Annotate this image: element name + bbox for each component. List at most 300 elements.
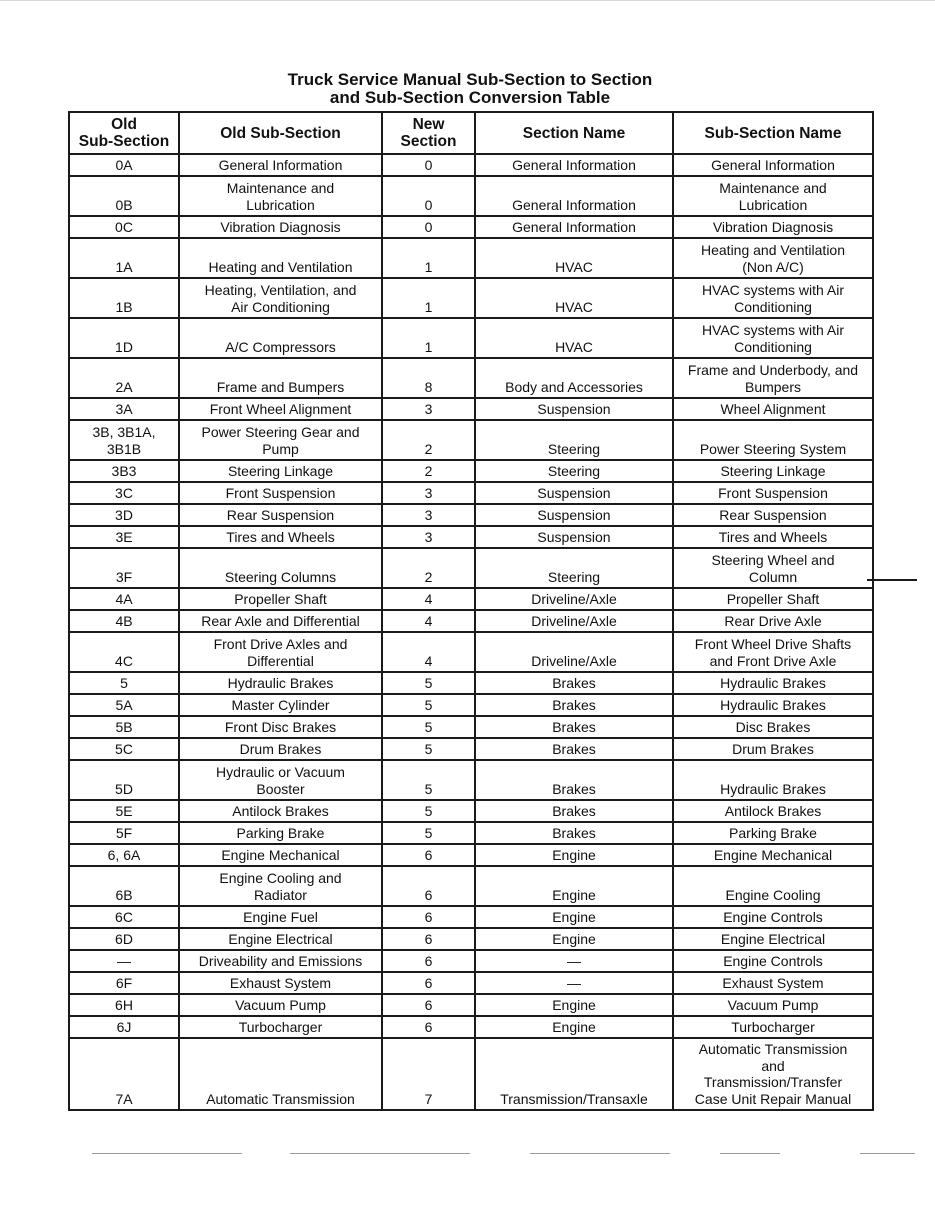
new-section-cell-text: 2 — [424, 462, 433, 479]
old-subsection-cell — [179, 672, 382, 694]
table-row — [69, 1038, 873, 1110]
old-subsection-code-cell-text: 5D — [115, 780, 133, 797]
table-row — [69, 866, 873, 906]
old-subsection-code-cell-text: 3B, 3B1A, 3B1B — [92, 424, 156, 457]
old-subsection-cell-text: Engine Mechanical — [221, 846, 340, 863]
new-section-cell — [382, 154, 475, 176]
subsection-name-cell-text: HVAC systems with Air Conditioning — [701, 322, 845, 355]
old-subsection-cell-text: Vibration Diagnosis — [220, 218, 341, 235]
section-name-cell — [475, 716, 673, 738]
old-subsection-cell-text: Engine Fuel — [243, 908, 318, 925]
old-subsection-cell — [179, 504, 382, 526]
section-name-cell-text: Body and Accessories — [505, 378, 643, 395]
table-row — [69, 154, 873, 176]
table-row — [69, 632, 873, 672]
section-name-cell-text: HVAC — [555, 258, 593, 275]
old-subsection-cell — [179, 950, 382, 972]
section-name-cell — [475, 738, 673, 760]
new-section-cell-text: 6 — [424, 930, 433, 947]
old-subsection-code-cell — [69, 950, 179, 972]
table-row — [69, 738, 873, 760]
subsection-name-cell — [673, 176, 873, 216]
section-name-cell-text: Brakes — [552, 674, 596, 691]
subsection-name-cell — [673, 822, 873, 844]
header-row — [69, 112, 873, 154]
section-name-cell — [475, 398, 673, 420]
section-name-cell-text: HVAC — [555, 338, 593, 355]
old-subsection-cell — [179, 526, 382, 548]
new-section-cell-text: 1 — [424, 258, 433, 275]
subsection-name-cell-text: Hydraulic Brakes — [720, 780, 826, 797]
old-subsection-cell-text: Steering Columns — [224, 568, 337, 585]
new-section-cell-text: 6 — [424, 908, 433, 925]
section-name-cell-text: General Information — [512, 156, 636, 173]
section-name-cell — [475, 672, 673, 694]
section-name-cell — [475, 928, 673, 950]
old-subsection-cell-text: Tires and Wheels — [226, 528, 335, 545]
section-name-cell — [475, 526, 673, 548]
section-name-cell-text: Driveline/Axle — [531, 612, 617, 629]
section-name-cell-text: Engine — [552, 886, 596, 903]
subsection-name-cell-text: Antilock Brakes — [724, 802, 822, 819]
old-subsection-cell — [179, 318, 382, 358]
section-name-cell-text: Brakes — [552, 780, 596, 797]
old-subsection-cell-text: Steering Linkage — [227, 462, 334, 479]
old-subsection-cell-text: Parking Brake — [236, 824, 325, 841]
old-subsection-code-cell-text: 1A — [115, 258, 133, 275]
old-subsection-code-cell — [69, 672, 179, 694]
old-subsection-cell-text: Hydraulic Brakes — [227, 674, 334, 691]
section-name-cell-text: Engine — [552, 996, 596, 1013]
section-name-cell-text: Steering — [547, 568, 601, 585]
old-subsection-cell-text: Driveability and Emissions — [198, 952, 363, 969]
new-section-cell — [382, 738, 475, 760]
old-subsection-code-cell-text: 3D — [115, 506, 133, 523]
section-name-cell — [475, 694, 673, 716]
table-row — [69, 176, 873, 216]
table-row — [69, 588, 873, 610]
table-row — [69, 822, 873, 844]
new-section-cell-text: 6 — [424, 996, 433, 1013]
subsection-name-cell-text: Exhaust System — [722, 974, 824, 991]
subsection-name-cell — [673, 548, 873, 588]
old-subsection-cell — [179, 844, 382, 866]
old-subsection-cell-text: Front Drive Axles and Differential — [213, 636, 348, 669]
old-subsection-cell — [179, 216, 382, 238]
subsection-name-cell — [673, 238, 873, 278]
subsection-name-cell — [673, 672, 873, 694]
old-subsection-cell-text: Rear Axle and Differential — [201, 612, 360, 629]
subsection-name-cell-text: Turbocharger — [731, 1018, 815, 1035]
old-subsection-code-cell — [69, 800, 179, 822]
new-section-cell — [382, 460, 475, 482]
old-subsection-code-cell-text: 0A — [115, 156, 133, 173]
old-subsection-code-cell-text: 6F — [115, 974, 133, 991]
old-subsection-cell-text: Exhaust System — [229, 974, 332, 991]
new-section-cell-text: 3 — [424, 528, 433, 545]
old-subsection-cell — [179, 906, 382, 928]
table-body — [69, 154, 873, 1110]
new-section-cell-text: 0 — [424, 218, 433, 235]
subsection-name-cell — [673, 504, 873, 526]
old-subsection-code-cell — [69, 844, 179, 866]
old-subsection-cell — [179, 482, 382, 504]
subsection-name-cell-text: Wheel Alignment — [720, 400, 826, 417]
margin-change-bar — [867, 579, 917, 581]
section-name-cell-text: Driveline/Axle — [531, 590, 617, 607]
old-subsection-code-cell — [69, 632, 179, 672]
old-subsection-code-cell — [69, 994, 179, 1016]
subsection-name-cell-text: Frame and Underbody, and Bumpers — [687, 362, 859, 395]
table-row — [69, 358, 873, 398]
subsection-name-cell — [673, 398, 873, 420]
old-subsection-code-cell-text: — — [117, 952, 131, 969]
subsection-name-cell-text: Engine Cooling — [725, 886, 821, 903]
header-section-name: Section Name — [475, 112, 673, 154]
table-row — [69, 760, 873, 800]
section-name-cell — [475, 844, 673, 866]
section-name-cell — [475, 866, 673, 906]
old-subsection-code-cell-text: 5F — [115, 824, 133, 841]
section-name-cell-text: Transmission/Transaxle — [500, 1090, 648, 1107]
old-subsection-cell — [179, 972, 382, 994]
old-subsection-code-cell — [69, 460, 179, 482]
table-row — [69, 216, 873, 238]
new-section-cell-text: 6 — [424, 1018, 433, 1035]
old-subsection-cell — [179, 460, 382, 482]
old-subsection-code-cell — [69, 358, 179, 398]
new-section-cell-text: 6 — [424, 846, 433, 863]
new-section-cell-text: 1 — [424, 298, 433, 315]
table-row — [69, 278, 873, 318]
new-section-cell-text: 4 — [424, 590, 433, 607]
old-subsection-code-cell — [69, 972, 179, 994]
subsection-name-cell-text: Heating and Ventilation (Non A/C) — [701, 242, 845, 275]
old-subsection-code-cell — [69, 738, 179, 760]
section-name-cell — [475, 994, 673, 1016]
section-name-cell — [475, 176, 673, 216]
table-row — [69, 398, 873, 420]
old-subsection-code-cell-text: 6D — [115, 930, 133, 947]
new-section-cell — [382, 588, 475, 610]
new-section-cell — [382, 526, 475, 548]
table-row — [69, 928, 873, 950]
table-row — [69, 672, 873, 694]
old-subsection-code-cell — [69, 526, 179, 548]
section-name-cell-text: — — [567, 974, 581, 991]
subsection-name-cell — [673, 358, 873, 398]
subsection-name-cell — [673, 800, 873, 822]
new-section-cell-text: 5 — [424, 824, 433, 841]
new-section-cell-text: 4 — [424, 612, 433, 629]
old-subsection-code-cell — [69, 216, 179, 238]
section-name-cell-text: Steering — [547, 462, 601, 479]
new-section-cell — [382, 504, 475, 526]
new-section-cell — [382, 318, 475, 358]
scan-artifact — [860, 1153, 915, 1154]
old-subsection-cell — [179, 800, 382, 822]
old-subsection-code-cell — [69, 238, 179, 278]
old-subsection-code-cell — [69, 866, 179, 906]
subsection-name-cell — [673, 482, 873, 504]
section-name-cell-text: Steering — [547, 440, 601, 457]
new-section-cell — [382, 972, 475, 994]
old-subsection-code-cell-text: 4A — [115, 590, 133, 607]
subsection-name-cell-text: Drum Brakes — [732, 740, 814, 757]
subsection-name-cell-text: Parking Brake — [729, 824, 817, 841]
old-subsection-code-cell-text: 2A — [115, 378, 133, 395]
new-section-cell-text: 3 — [424, 506, 433, 523]
section-name-cell — [475, 548, 673, 588]
old-subsection-cell-text: Engine Electrical — [228, 930, 333, 947]
subsection-name-cell-text: Hydraulic Brakes — [720, 674, 826, 691]
old-subsection-code-cell-text: 5B — [115, 718, 133, 735]
old-subsection-code-cell-text: 1D — [115, 338, 133, 355]
old-subsection-cell-text: Front Disc Brakes — [224, 718, 337, 735]
old-subsection-code-cell-text: 6C — [115, 908, 133, 925]
old-subsection-code-cell — [69, 482, 179, 504]
new-section-cell-text: 5 — [424, 802, 433, 819]
scan-artifact — [530, 1153, 670, 1154]
old-subsection-code-cell — [69, 610, 179, 632]
table-row — [69, 800, 873, 822]
old-subsection-code-cell-text: 5 — [120, 674, 128, 691]
old-subsection-code-cell-text: 6H — [115, 996, 133, 1013]
subsection-name-cell-text: Engine Mechanical — [713, 846, 833, 863]
table-row — [69, 238, 873, 278]
subsection-name-cell — [673, 278, 873, 318]
old-subsection-cell-text: Heating and Ventilation — [208, 258, 353, 275]
subsection-name-cell-text: Engine Controls — [723, 908, 823, 925]
subsection-name-cell — [673, 694, 873, 716]
old-subsection-cell — [179, 610, 382, 632]
table-row — [69, 548, 873, 588]
new-section-cell — [382, 482, 475, 504]
new-section-cell-text: 6 — [424, 974, 433, 991]
old-subsection-code-cell — [69, 318, 179, 358]
page-title — [200, 71, 740, 107]
section-name-cell — [475, 950, 673, 972]
old-subsection-code-cell — [69, 928, 179, 950]
new-section-cell-text: 2 — [424, 440, 433, 457]
new-section-cell-text: 5 — [424, 696, 433, 713]
section-name-cell-text: Suspension — [537, 400, 611, 417]
subsection-name-cell — [673, 632, 873, 672]
old-subsection-cell — [179, 1038, 382, 1110]
old-subsection-code-cell — [69, 694, 179, 716]
new-section-cell-text: 8 — [424, 378, 433, 395]
new-section-cell — [382, 176, 475, 216]
old-subsection-code-cell-text: 4B — [115, 612, 133, 629]
old-subsection-cell — [179, 358, 382, 398]
section-name-cell — [475, 358, 673, 398]
old-subsection-cell — [179, 928, 382, 950]
section-name-cell — [475, 760, 673, 800]
old-subsection-cell — [179, 632, 382, 672]
old-subsection-cell-text: Drum Brakes — [239, 740, 322, 757]
new-section-cell — [382, 694, 475, 716]
old-subsection-code-cell — [69, 588, 179, 610]
old-subsection-cell-text: Hydraulic or Vacuum Booster — [216, 764, 345, 797]
old-subsection-cell — [179, 398, 382, 420]
old-subsection-cell-text: Turbocharger — [238, 1018, 323, 1035]
section-name-cell-text: Brakes — [552, 824, 596, 841]
header-new-section: New Section — [382, 112, 475, 154]
old-subsection-code-cell-text: 6, 6A — [107, 846, 141, 863]
old-subsection-cell-text: Heating, Ventilation, and Air Conditioning — [204, 282, 357, 315]
new-section-cell — [382, 760, 475, 800]
subsection-name-cell — [673, 318, 873, 358]
new-section-cell — [382, 238, 475, 278]
section-name-cell-text: Brakes — [552, 802, 596, 819]
section-name-cell-text: Suspension — [537, 484, 611, 501]
old-subsection-code-cell-text: 0C — [115, 218, 133, 235]
new-section-cell — [382, 994, 475, 1016]
subsection-name-cell — [673, 906, 873, 928]
section-name-cell — [475, 1038, 673, 1110]
subsection-name-cell-text: Power Steering System — [699, 440, 847, 457]
old-subsection-cell-text: Automatic Transmission — [206, 1090, 355, 1107]
old-subsection-code-cell-text: 5E — [115, 802, 133, 819]
old-subsection-code-cell — [69, 176, 179, 216]
subsection-name-cell-text: HVAC systems with Air Conditioning — [701, 282, 845, 315]
old-subsection-cell-text: Front Wheel Alignment — [209, 400, 352, 417]
subsection-name-cell — [673, 216, 873, 238]
subsection-name-cell — [673, 972, 873, 994]
section-name-cell-text: — — [567, 952, 581, 969]
section-name-cell — [475, 972, 673, 994]
old-subsection-cell — [179, 822, 382, 844]
table-row — [69, 994, 873, 1016]
section-name-cell-text: Engine — [552, 1018, 596, 1035]
section-name-cell-text: Suspension — [537, 528, 611, 545]
scan-artifact — [720, 1153, 780, 1154]
subsection-name-cell — [673, 1016, 873, 1038]
header-subsection-name: Sub-Section Name — [673, 112, 873, 154]
title-line-1: Truck Service Manual Sub-Section to Section — [287, 70, 653, 89]
new-section-cell-text: 2 — [424, 568, 433, 585]
old-subsection-code-cell — [69, 822, 179, 844]
old-subsection-code-cell — [69, 906, 179, 928]
subsection-name-cell-text: Tires and Wheels — [718, 528, 828, 545]
table-row — [69, 906, 873, 928]
section-name-cell-text: HVAC — [555, 298, 593, 315]
old-subsection-cell — [179, 760, 382, 800]
new-section-cell-text: 3 — [424, 484, 433, 501]
old-subsection-code-cell-text: 3A — [115, 400, 133, 417]
subsection-name-cell — [673, 760, 873, 800]
old-subsection-cell — [179, 716, 382, 738]
old-subsection-code-cell — [69, 716, 179, 738]
subsection-name-cell — [673, 610, 873, 632]
subsection-name-cell-text: Rear Drive Axle — [724, 612, 822, 629]
old-subsection-cell — [179, 994, 382, 1016]
subsection-name-cell — [673, 588, 873, 610]
old-subsection-code-cell-text: 6J — [116, 1018, 132, 1035]
subsection-name-cell-text: Engine Electrical — [720, 930, 826, 947]
new-section-cell — [382, 1016, 475, 1038]
section-name-cell-text: Engine — [552, 930, 596, 947]
table-row — [69, 844, 873, 866]
old-subsection-code-cell-text: 0B — [115, 196, 133, 213]
section-name-cell — [475, 420, 673, 460]
table-row — [69, 694, 873, 716]
old-subsection-cell-text: A/C Compressors — [225, 338, 336, 355]
old-subsection-cell-text: Engine Cooling and Radiator — [219, 870, 342, 903]
section-name-cell-text: General Information — [512, 218, 636, 235]
subsection-name-cell — [673, 460, 873, 482]
old-subsection-code-cell-text: 4C — [115, 652, 133, 669]
subsection-name-cell-text: Front Wheel Drive Shafts and Front Drive Axle — [694, 636, 852, 669]
old-subsection-code-cell — [69, 1038, 179, 1110]
new-section-cell-text: 5 — [424, 780, 433, 797]
subsection-name-cell-text: Automatic Transmission and Transmission/Transfer Case Unit Repair Manual — [694, 1041, 852, 1107]
subsection-name-cell-text: Steering Wheel and Column — [711, 552, 835, 585]
new-section-cell-text: 6 — [424, 952, 433, 969]
table-row — [69, 318, 873, 358]
table-row — [69, 972, 873, 994]
old-subsection-cell — [179, 866, 382, 906]
new-section-cell — [382, 548, 475, 588]
subsection-name-cell — [673, 154, 873, 176]
old-subsection-cell — [179, 154, 382, 176]
new-section-cell-text: 0 — [424, 196, 433, 213]
section-name-cell-text: Driveline/Axle — [531, 652, 617, 669]
subsection-name-cell-text: Maintenance and Lubrication — [719, 180, 827, 213]
old-subsection-cell — [179, 588, 382, 610]
old-subsection-code-cell-text: 5C — [115, 740, 133, 757]
new-section-cell — [382, 610, 475, 632]
old-subsection-code-cell — [69, 548, 179, 588]
scan-artifact — [92, 1153, 242, 1154]
subsection-name-cell-text: Hydraulic Brakes — [720, 696, 826, 713]
old-subsection-code-cell-text: 6B — [115, 886, 133, 903]
new-section-cell-text: 5 — [424, 674, 433, 691]
subsection-name-cell-text: Propeller Shaft — [726, 590, 820, 607]
subsection-name-cell — [673, 420, 873, 460]
subsection-name-cell-text: Front Suspension — [718, 484, 828, 501]
subsection-name-cell — [673, 526, 873, 548]
new-section-cell-text: 7 — [424, 1090, 433, 1107]
subsection-name-cell — [673, 928, 873, 950]
new-section-cell — [382, 800, 475, 822]
section-name-cell — [475, 610, 673, 632]
section-name-cell — [475, 906, 673, 928]
section-name-cell — [475, 318, 673, 358]
subsection-name-cell — [673, 716, 873, 738]
section-name-cell — [475, 482, 673, 504]
section-name-cell-text: Brakes — [552, 718, 596, 735]
old-subsection-cell-text: Rear Suspension — [226, 506, 335, 523]
new-section-cell — [382, 278, 475, 318]
section-name-cell — [475, 154, 673, 176]
conversion-table — [68, 111, 874, 1111]
old-subsection-cell — [179, 548, 382, 588]
new-section-cell — [382, 398, 475, 420]
old-subsection-code-cell — [69, 398, 179, 420]
section-name-cell — [475, 504, 673, 526]
old-subsection-cell-text: Frame and Bumpers — [216, 378, 345, 395]
subsection-name-cell-text: Steering Linkage — [720, 462, 826, 479]
section-name-cell-text: Engine — [552, 846, 596, 863]
old-subsection-code-cell — [69, 760, 179, 800]
table-row — [69, 504, 873, 526]
new-section-cell-text: 0 — [424, 156, 433, 173]
table-row — [69, 526, 873, 548]
subsection-name-cell-text: Engine Controls — [723, 952, 823, 969]
new-section-cell — [382, 906, 475, 928]
old-subsection-cell-text: Antilock Brakes — [232, 802, 329, 819]
